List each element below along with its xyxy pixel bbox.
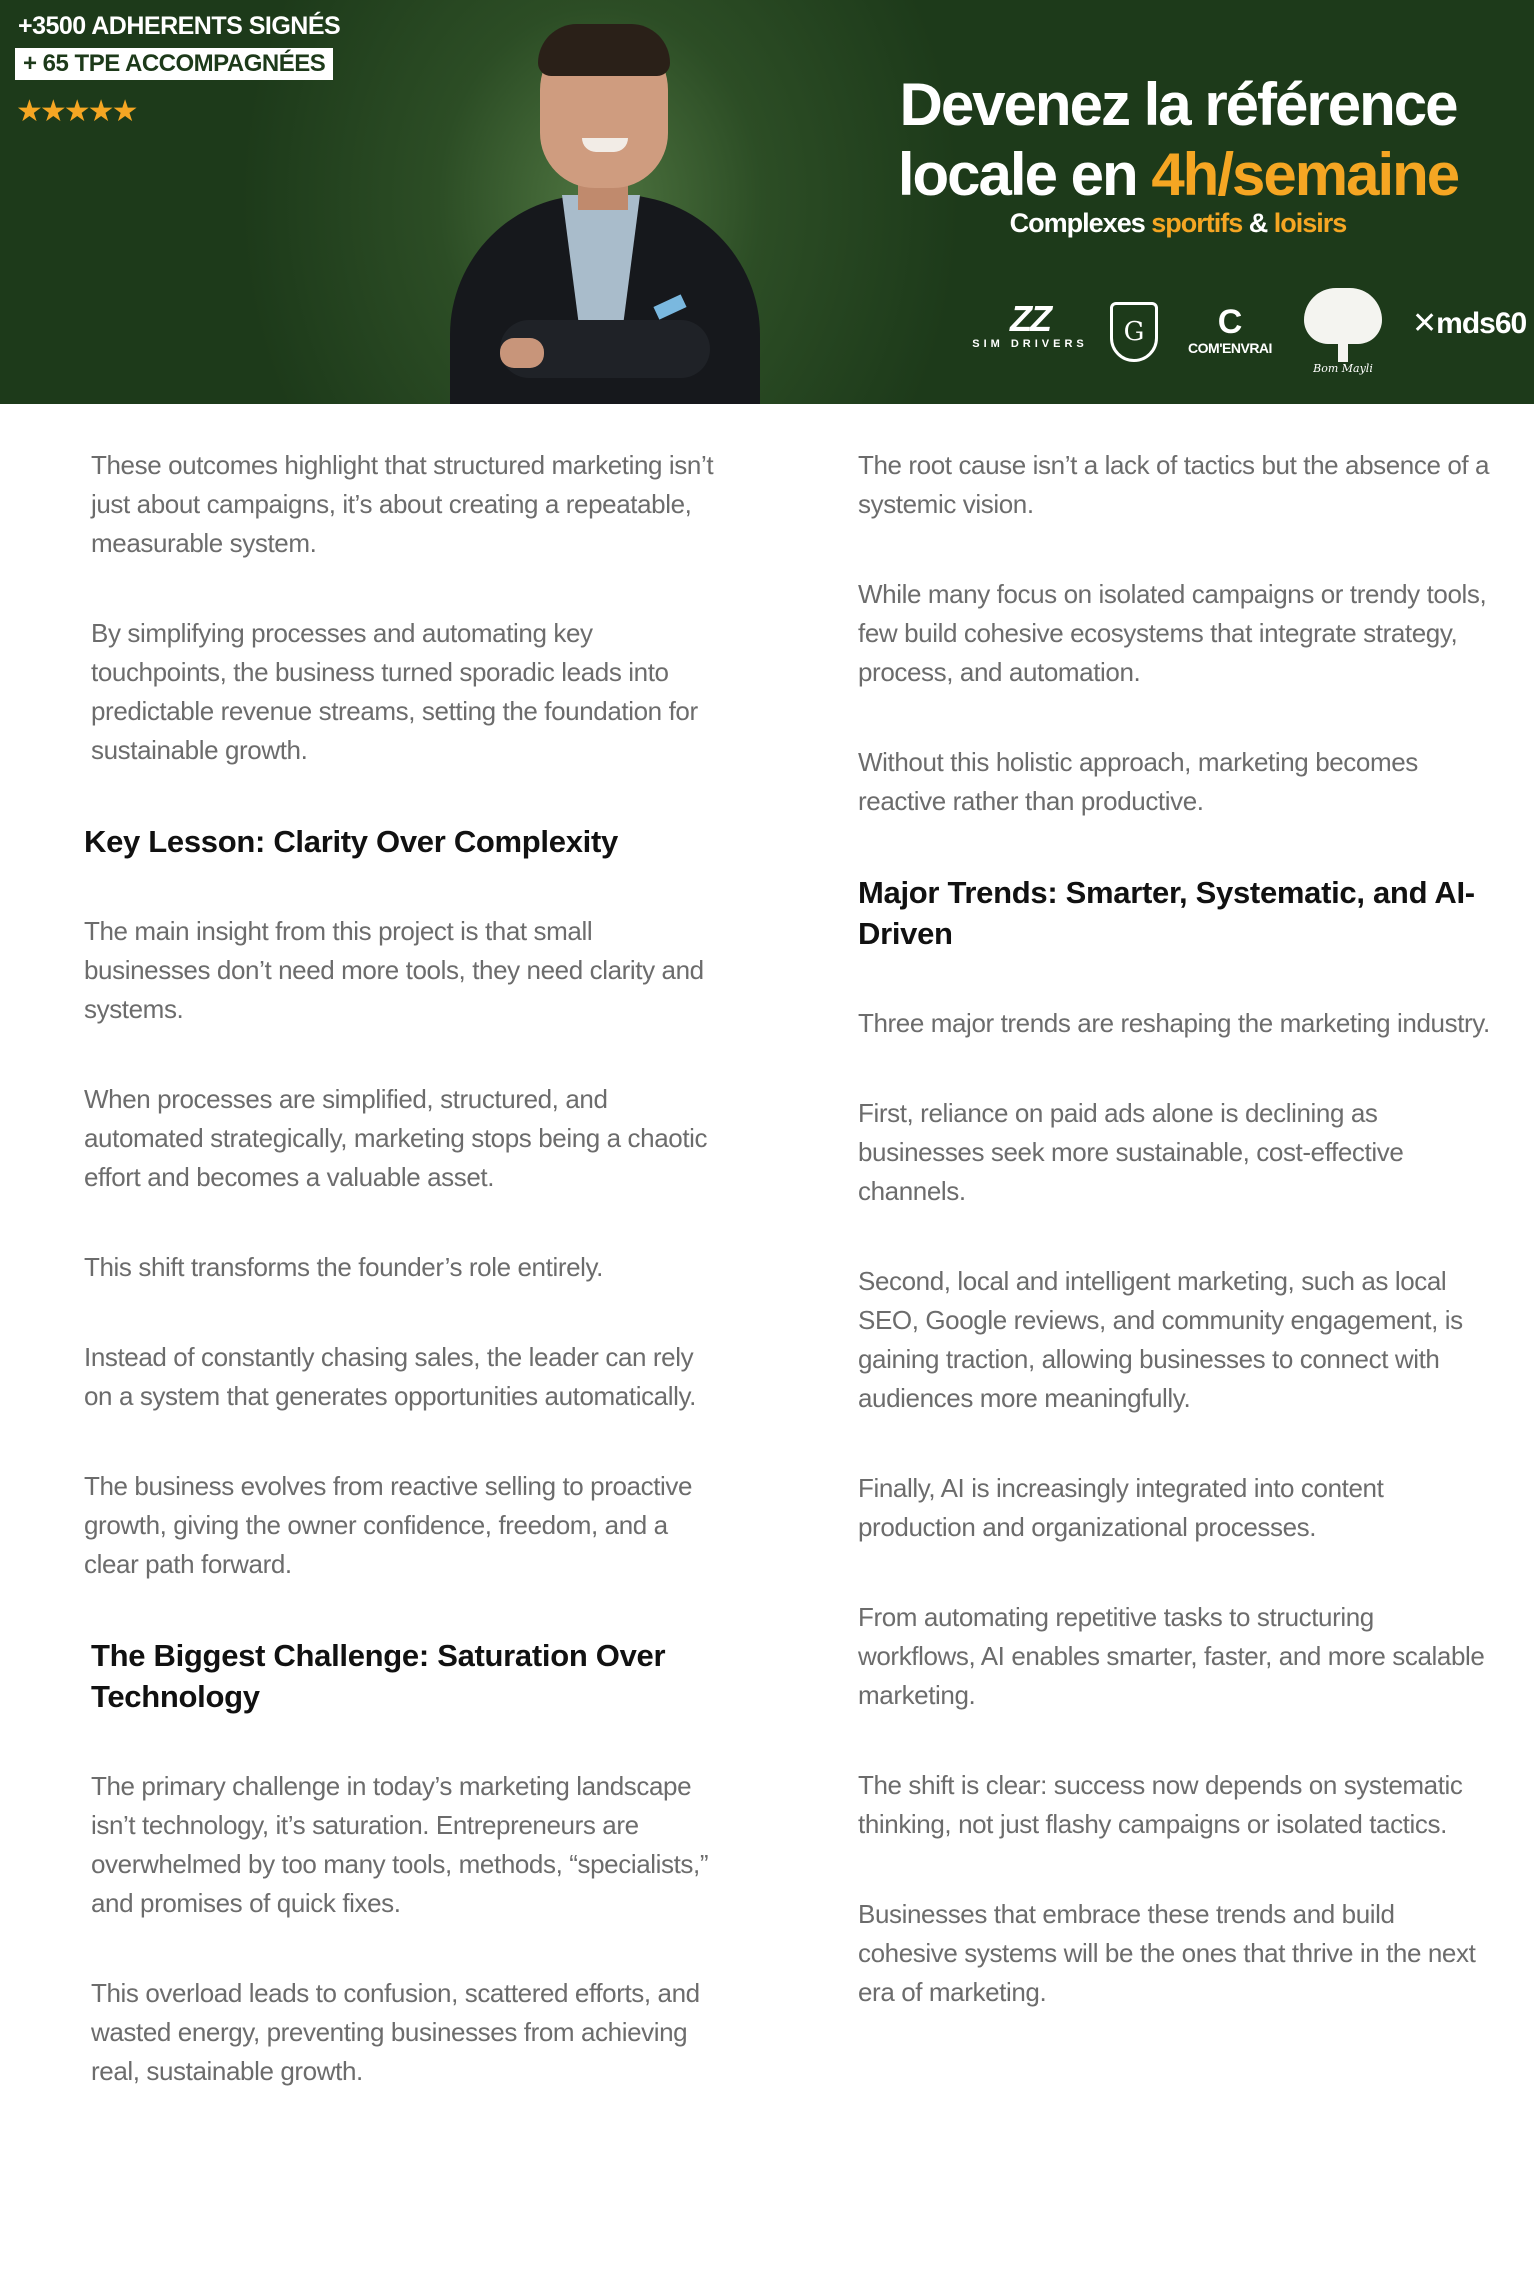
portrait-smile <box>582 138 628 152</box>
founder-portrait <box>440 20 770 404</box>
section-heading-major-trends: Major Trends: Smarter, Systematic, and AI-Driven <box>858 875 1475 951</box>
headline-accent: 4h/semaine <box>1151 141 1459 208</box>
hero-banner <box>0 0 1534 404</box>
banner-headline <box>858 70 1498 210</box>
members-badge: +3500 ADHERENTS SIGNÉS <box>18 12 341 40</box>
paragraph: The root cause isn’t a lack of tactics but the absence of a systemic vision. <box>858 450 1490 519</box>
section-heading-biggest-challenge: The Biggest Challenge: Saturation Over Technology <box>91 1638 666 1714</box>
tree-trunk-icon <box>1338 340 1348 362</box>
paragraph: While many focus on isolated campaigns or trendy tools, few build cohesive ecosystems that integrate strategy, process, and automation. <box>858 579 1487 687</box>
comenvrai-logo-text: COM'ENVRAI <box>1188 340 1272 356</box>
paragraph: When processes are simplified, structured, and automated strategically, marketing stops being a chaotic effort and becomes a valuable asset. <box>84 1084 708 1192</box>
paragraph: The primary challenge in today’s marketing landscape isn’t technology, it’s saturation. Entrepreneurs are overwhelmed by too many tools, methods, “specialists,” and promises of quick fixes. <box>91 1771 709 1918</box>
comenvrai-logo-mark: C <box>1217 303 1243 341</box>
left-article-column <box>0 446 720 2142</box>
paragraph: The business evolves from reactive selling to proactive growth, giving the owner confidence, freedom, and a clear path forward. <box>84 1471 693 1579</box>
portrait-hair <box>538 24 670 76</box>
paragraph: This shift transforms the founder’s role entirely. <box>84 1252 604 1282</box>
rating-stars-icon: ★★★★★ <box>16 95 136 128</box>
paragraph: The shift is clear: success now depends on systematic thinking, not just flashy campaigns or isolated tactics. <box>858 1770 1463 1839</box>
section-heading-key-lesson: Key Lesson: Clarity Over Complexity <box>84 824 618 859</box>
paragraph: Three major trends are reshaping the marketing industry. <box>858 1008 1490 1038</box>
right-article-column <box>858 446 1498 2063</box>
paragraph: By simplifying processes and automating key touchpoints, the business turned sporadic leads into predictable revenue streams, setting the foundation for sustainable growth. <box>91 618 698 765</box>
paragraph: First, reliance on paid ads alone is declining as businesses seek more sustainable, cost-effective channels. <box>858 1098 1404 1206</box>
headline-prefix: locale en <box>897 141 1152 208</box>
tree-logo <box>1300 284 1386 376</box>
mds60-cross-icon: ✕ <box>1412 307 1437 340</box>
headline-line-1: Devenez la référence <box>899 71 1457 138</box>
clients-badge: + 65 TPE ACCOMPAGNÉES <box>15 48 333 80</box>
sim-drivers-logo-text: SIM DRIVERS <box>972 338 1088 350</box>
paragraph: Second, local and intelligent marketing, such as local SEO, Google reviews, and community engagement, is gaining traction, allowing businesses to connect with audiences more meaningfully. <box>858 1266 1463 1413</box>
paragraph: From automating repetitive tasks to structuring workflows, AI enables smarter, faster, and more scalable marketing. <box>858 1602 1485 1710</box>
paragraph: Finally, AI is increasingly integrated into content production and organizational processes. <box>858 1473 1384 1542</box>
subline-prefix: Complexes <box>1009 208 1152 238</box>
portrait-hand <box>500 338 544 368</box>
paragraph: Without this holistic approach, marketing becomes reactive rather than productive. <box>858 747 1418 816</box>
sim-drivers-logo-mark: ZZ <box>1010 298 1050 339</box>
shield-logo: G <box>1110 302 1158 362</box>
comenvrai-logo <box>1175 304 1285 356</box>
subline-accent-loisirs: loisirs <box>1273 208 1347 238</box>
tree-crown-icon <box>1304 288 1382 344</box>
paragraph: The main insight from this project is that small businesses don’t need more tools, they need clarity and systems. <box>84 916 704 1024</box>
sim-drivers-logo <box>966 300 1094 350</box>
subline-accent-sportifs: sportifs <box>1151 208 1243 238</box>
banner-subline <box>858 208 1498 239</box>
mds60-logo-text: mds60 <box>1436 307 1527 340</box>
paragraph: Instead of constantly chasing sales, the leader can rely on a system that generates opportunities automatically. <box>84 1342 696 1411</box>
tree-logo-text: Bom Mayli <box>1313 362 1373 375</box>
paragraph: Businesses that embrace these trends and build cohesive systems will be the ones that thrive in the next era of marketing. <box>858 1899 1476 2007</box>
headline-line-2 <box>858 140 1498 210</box>
paragraph: These outcomes highlight that structured marketing isn’t just about campaigns, it’s about creating a repeatable, measurable system. <box>91 450 714 558</box>
mds60-logo <box>1412 306 1526 341</box>
subline-ampersand: & <box>1242 208 1274 238</box>
paragraph: This overload leads to confusion, scattered efforts, and wasted energy, preventing businesses from achieving real, sustainable growth. <box>91 1978 700 2086</box>
